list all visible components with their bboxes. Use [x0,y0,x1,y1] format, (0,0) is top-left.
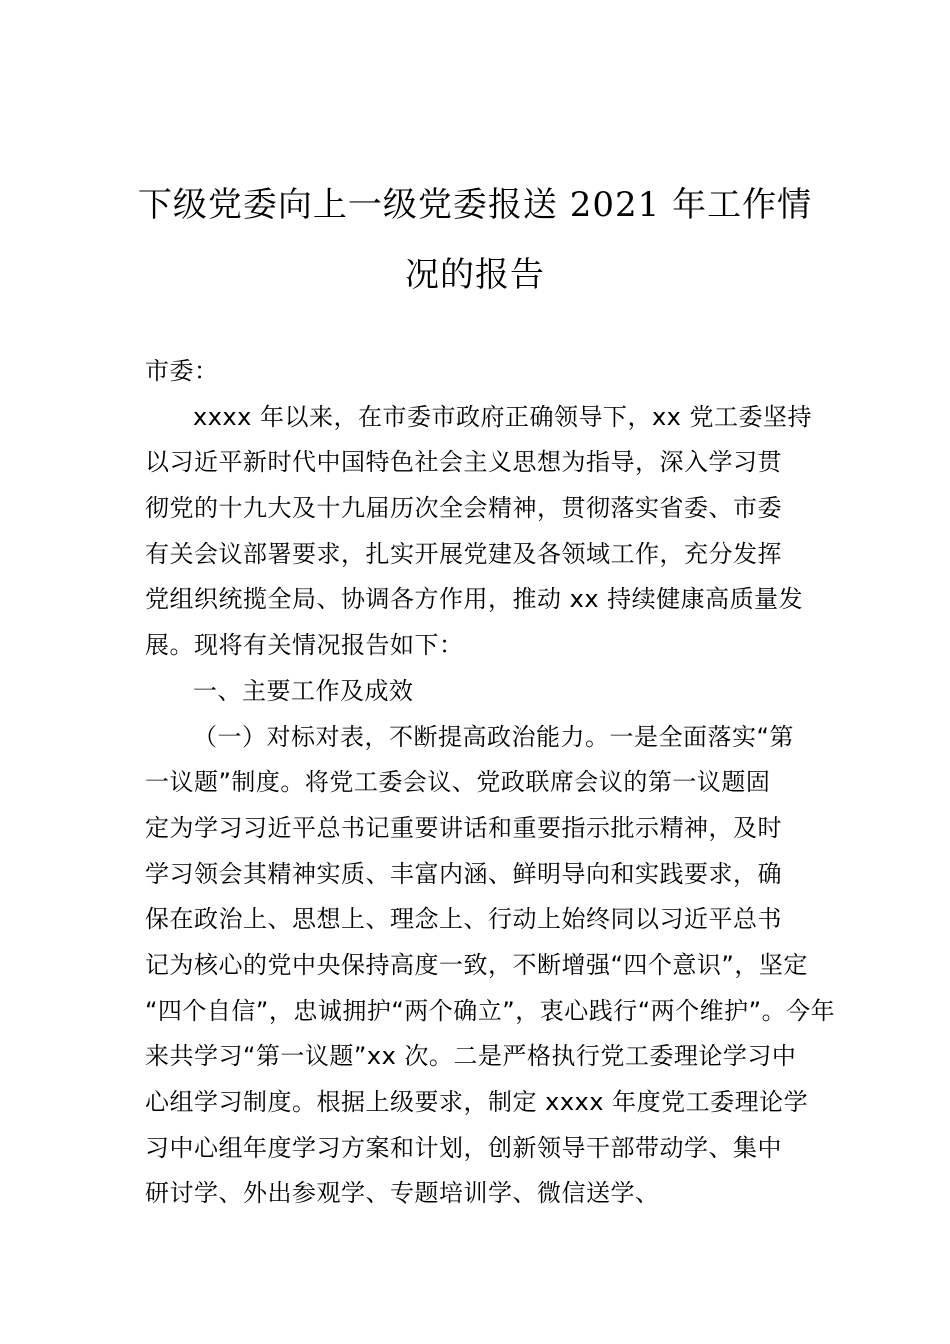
paragraph-line: 展。现将有关情况报告如下： [145,631,464,660]
paragraph-line: （一）对标对表，不断提高政治能力。一是全面落实“第 [193,722,794,751]
paragraph-line: “四个自信”，忠诚拥护“两个确立”，衷心践行“两个维护”。今年 [145,996,836,1025]
paragraph-line: 有关会议部署要求，扎实开展党建及各领域工作，充分发挥 [145,539,782,568]
paragraph-line: 一议题”制度。将党工委会议、党政联席会议的第一议题固 [145,768,771,797]
paragraph-line: 习中心组年度学习方案和计划，创新领导干部带动学、集中 [145,1133,782,1162]
title-line-2: 况的报告 [405,255,545,295]
document-title [120,170,830,310]
paragraph-line: 来共学习“第一议题”xx 次。二是严格执行党工委理论学习中 [145,1042,797,1071]
document-body [145,349,836,1217]
paragraph-line: 以习近平新时代中国特色社会主义思想为指导，深入学习贯 [145,448,782,477]
section-heading: 一、主要工作及成效 [193,676,414,705]
paragraph-line: 学习领会其精神实质、丰富内涵、鲜明导向和实践要求，确 [145,859,782,888]
paragraph-line: 彻党的十九大及十九届历次全会精神，贯彻落实省委、市委 [145,494,782,523]
paragraph-line: 党组织统揽全局、协调各方作用，推动 xx 持续健康高质量发 [145,585,804,614]
paragraph-line: xxxx 年以来，在市委市政府正确领导下，xx 党工委坚持 [193,402,812,431]
paragraph-line: 保在政治上、思想上、理念上、行动上始终同以习近平总书 [145,905,782,934]
paragraph-line: 心组学习制度。根据上级要求，制定 xxxx 年度党工委理论学 [145,1088,809,1116]
salutation: 市委： [145,357,219,385]
paragraph-line: 研讨学、外出参观学、专题培训学、微信送学、 [145,1179,660,1208]
paragraph-line: 定为学习习近平总书记重要讲话和重要指示批示精神，及时 [145,813,782,842]
title-line-1: 下级党委向上一级党委报送 2021 年工作情 [137,185,813,225]
paragraph-line: 记为核心的党中央保持高度一致，不断增强“四个意识”，坚定 [145,950,808,979]
